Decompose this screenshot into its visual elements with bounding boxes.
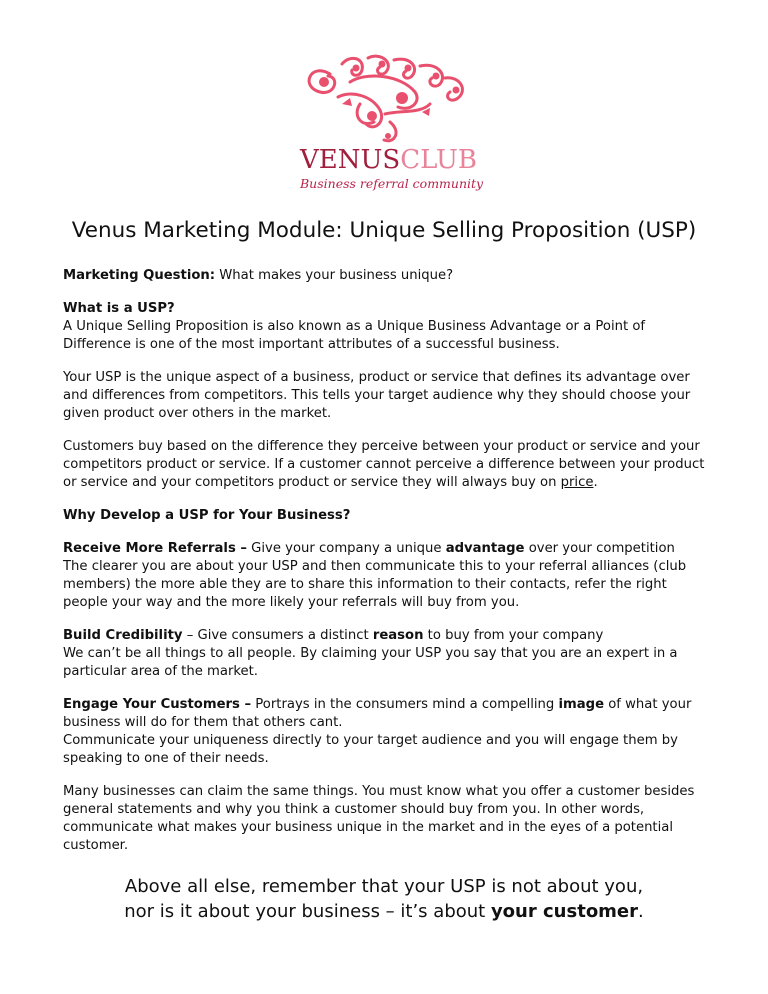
credibility-intro-end: to buy from your company — [423, 628, 604, 643]
referrals-section — [63, 540, 713, 612]
referrals-body: The clearer you are about your USP and then communicate this to your referral alliances (club members) the more able they are to share this information to their contacts, refer the right people your way and the more likely your referrals will buy from you. — [63, 559, 687, 610]
credibility-body: We can’t be all things to all people. By claiming your USP you say that you are an expert in a particular area of the market. — [63, 646, 678, 679]
marketing-question-label: Marketing Question: — [63, 268, 216, 283]
what-is-usp-paragraph-1: A Unique Selling Proposition is also known as a Unique Business Advantage or a Point of Difference is one of the most important attributes of a successful business. — [63, 319, 646, 352]
marketing-question-text: What makes your business unique? — [215, 268, 454, 283]
engage-intro-end: of what your business will do for them that others cant. — [63, 697, 692, 730]
credibility-heading: Build Credibility — [63, 628, 183, 643]
paragraph-3-text: Customers buy based on the difference they perceive between your product or service and your competitors product or service. If a customer cannot perceive a difference between your product or service and your competitors product or service they will always buy on — [63, 439, 705, 490]
what-is-usp-paragraph-2: Your USP is the unique aspect of a business, product or service that defines its advantage over and differences from competitors. This tells your target audience why they should choose your given product over others in the market. — [63, 370, 691, 421]
closing-emphasis: your customer — [490, 901, 639, 922]
credibility-keyword: reason — [372, 628, 424, 643]
credibility-intro: – Give consumers a distinct — [182, 628, 373, 643]
marketing-question — [63, 267, 713, 285]
flourish-ornament-icon — [290, 52, 480, 152]
what-is-usp-heading: What is a USP? — [63, 301, 175, 316]
closing-line-1: Above all else, remember that your USP is not about you, — [124, 876, 644, 897]
why-develop-heading — [63, 507, 713, 525]
engage-keyword: image — [558, 697, 605, 712]
referrals-intro: Give your company a unique — [246, 541, 446, 556]
what-is-usp-section — [63, 300, 713, 354]
engage-heading: Engage Your Customers – — [63, 697, 252, 712]
logo-word-venus: VENUS — [300, 145, 401, 175]
summary-paragraph: Many businesses can claim the same things. You must know what you offer a customer besides general statements and why you think a customer should buy from you. In other words, communicate what makes your business unique in the market and in the eyes of a potential customer. — [63, 784, 695, 853]
referrals-heading: Receive More Referrals – — [63, 541, 247, 556]
closing-statement — [0, 874, 768, 924]
paragraph-3-end: . — [593, 475, 598, 490]
credibility-section — [63, 627, 713, 681]
closing-line-2 — [0, 899, 768, 924]
logo-tagline: Business referral community — [300, 176, 484, 191]
logo-wordmark — [300, 145, 475, 175]
engage-intro: Portrays in the consumers mind a compelling — [251, 697, 559, 712]
referrals-keyword: advantage — [445, 541, 525, 556]
document-body — [63, 267, 713, 870]
engage-section — [63, 696, 713, 768]
referrals-intro-end: over your competition — [524, 541, 675, 556]
closing-line-2-text: nor is it about your business – it’s about — [124, 901, 491, 922]
why-develop-heading-text: Why Develop a USP for Your Business? — [63, 508, 351, 523]
logo-word-club: CLUB — [400, 145, 477, 175]
price-link[interactable]: price — [560, 475, 594, 490]
closing-line-2-end: . — [638, 901, 644, 922]
page-title: Venus Marketing Module: Unique Selling Proposition (USP) — [71, 218, 697, 243]
what-is-usp-paragraph-3 — [63, 438, 713, 492]
venus-club-logo — [290, 52, 484, 202]
engage-body: Communicate your uniqueness directly to your target audience and you will engage them by speaking to one of their needs. — [63, 733, 678, 766]
